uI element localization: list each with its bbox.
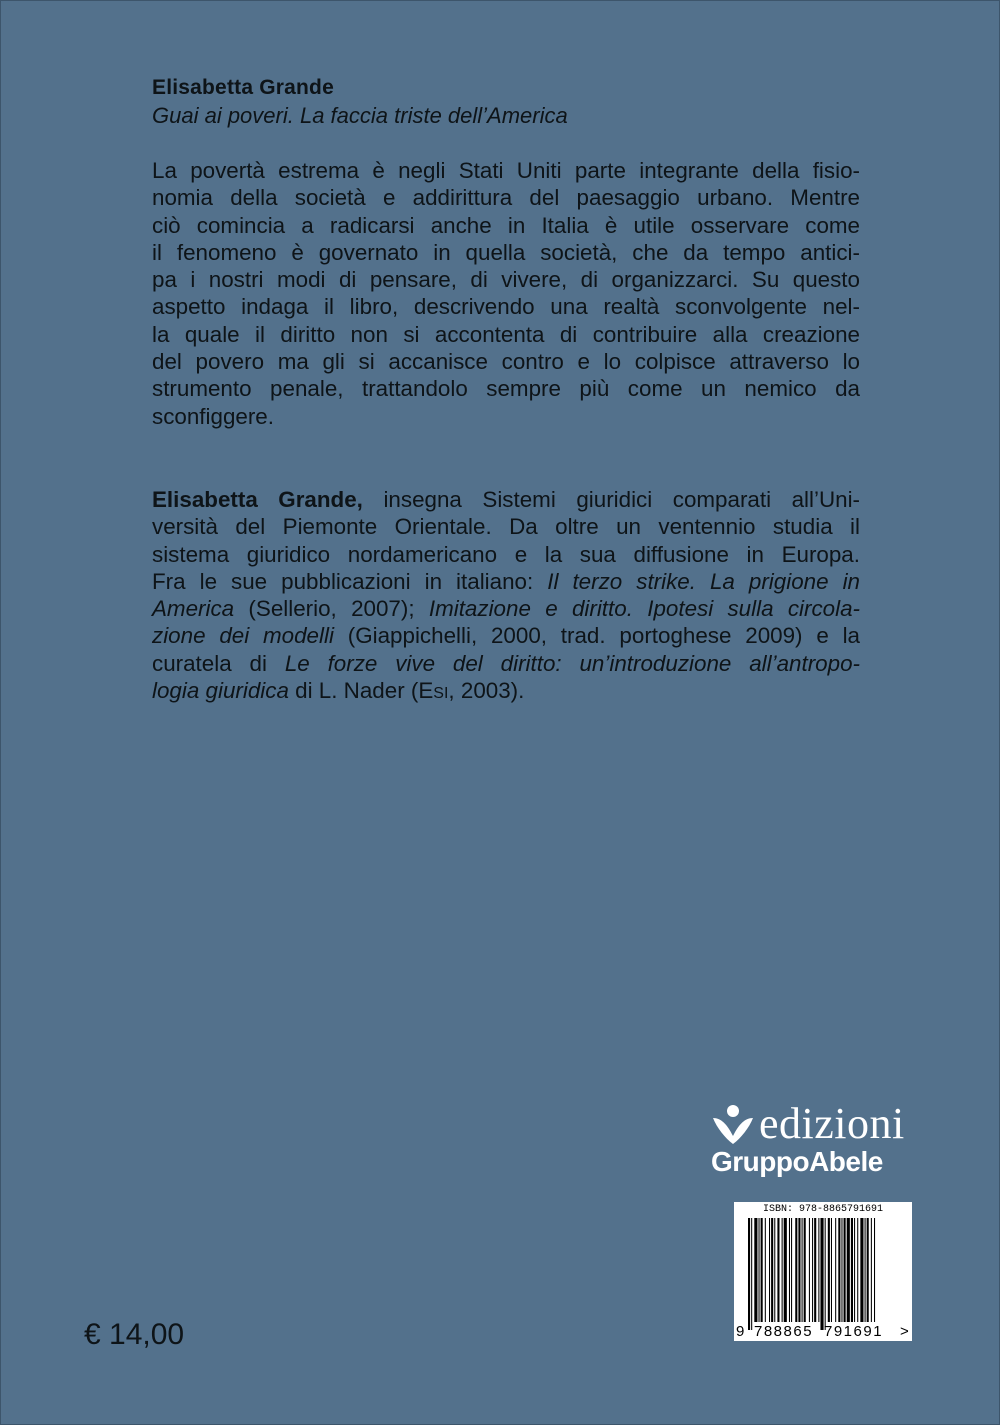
barcode-bar xyxy=(818,1218,819,1322)
author-bio xyxy=(152,486,860,704)
isbn-arrow: > xyxy=(900,1323,909,1340)
barcode-bar xyxy=(748,1218,750,1330)
bio-line: versità del Piemonte Orientale. Da oltre un ventennio studia il xyxy=(152,514,860,540)
bio-text: curatela di xyxy=(152,650,285,676)
barcode-bar xyxy=(831,1218,832,1322)
person-figure-icon xyxy=(711,1104,755,1148)
publisher-name-bottom: GruppoAbele xyxy=(711,1146,883,1177)
barcode-bar xyxy=(860,1218,863,1322)
blurb-line: il fenomeno è governato in quella società, che da tempo antici- xyxy=(152,239,860,265)
barcode-bar xyxy=(841,1218,842,1322)
barcode-bars xyxy=(748,1218,898,1330)
isbn-barcode xyxy=(734,1202,912,1341)
barcode-bar xyxy=(791,1218,792,1322)
barcode-bar xyxy=(809,1218,810,1322)
bio-text: di L. Nader ( xyxy=(288,678,419,704)
barcode-bar xyxy=(865,1218,866,1322)
barcode-bar xyxy=(798,1218,800,1322)
barcode-bar xyxy=(812,1218,813,1322)
barcode-bar xyxy=(761,1218,763,1322)
barcode-bar xyxy=(804,1218,806,1322)
bio-text: insegna Sistemi giuridici comparati all’Uni- xyxy=(362,487,861,512)
barcode-bar xyxy=(820,1218,823,1330)
barcode-bar xyxy=(851,1218,853,1322)
bio-line xyxy=(152,650,860,677)
barcode-bar xyxy=(754,1218,757,1322)
barcode-bar xyxy=(769,1218,770,1322)
publisher-abbrev: Esi xyxy=(418,678,449,704)
publisher-logo xyxy=(711,1100,931,1185)
barcode-bar xyxy=(867,1218,869,1322)
bio-line xyxy=(152,568,860,595)
barcode-bar xyxy=(828,1218,830,1322)
blurb-line: strumento penale, trattandolo sempre più come un nemico da xyxy=(152,376,860,402)
bio-line xyxy=(152,622,860,649)
barcode-bar xyxy=(789,1218,790,1322)
blurb-line: la quale il diritto non si accontenta di contribuire alla creazione xyxy=(152,321,860,347)
blurb-line: La povertà estrema è negli Stati Uniti parte integrante della fisio- xyxy=(152,158,860,183)
blurb-line: pa i nostri modi di pensare, di vivere, di organizzarci. Su questo xyxy=(152,267,860,293)
bio-text: (Giappichelli, 2000, trad. portoghese 2009) e la xyxy=(333,623,860,649)
barcode-bar xyxy=(777,1218,779,1322)
bio-work-title: Imitazione e diritto. Ipotesi sulla circola- xyxy=(428,596,860,622)
isbn-label: ISBN: 978-8865791691 xyxy=(762,1204,884,1215)
barcode-bar xyxy=(782,1218,783,1322)
price: € 14,00 xyxy=(84,1318,185,1351)
isbn-first-digit: 9 xyxy=(736,1323,745,1340)
blurb-line: ciò comincia a radicarsi anche in Italia è utile osservare come xyxy=(152,212,860,238)
blurb-line: sconfiggere. xyxy=(152,403,274,429)
barcode-bar xyxy=(847,1218,850,1322)
publisher-name-top: edizioni xyxy=(759,1099,905,1148)
bio-work-title: zione dei modelli xyxy=(152,623,334,649)
bio-work-title: America xyxy=(152,596,235,622)
barcode-bar xyxy=(795,1218,797,1322)
bio-work-title: logia giuridica xyxy=(152,678,289,704)
bio-line xyxy=(152,595,860,622)
barcode-bar xyxy=(774,1218,775,1322)
author-name: Elisabetta Grande xyxy=(152,76,334,99)
bio-work-title: Il terzo strike. La prigione in xyxy=(547,568,860,594)
bio-line xyxy=(152,677,860,704)
barcode-bar xyxy=(802,1218,803,1322)
barcode-bar xyxy=(765,1218,766,1322)
barcode-bar xyxy=(874,1218,875,1322)
bio-author-name: Elisabetta Grande, xyxy=(152,487,363,512)
barcode-bar xyxy=(751,1218,752,1330)
isbn-left-digits: 788865 xyxy=(754,1323,814,1340)
bio-text: Fra le sue pubblicazioni in italiano: xyxy=(152,568,548,594)
blurb-line: aspetto indaga il libro, descrivendo una realtà sconvolgente nel- xyxy=(152,294,860,320)
barcode-bar xyxy=(871,1218,872,1322)
barcode-bar xyxy=(784,1218,787,1322)
blurb-line: del povero ma gli si accanisce contro e lo colpisce attraverso lo xyxy=(152,349,860,375)
bio-text: (Sellerio, 2007); xyxy=(234,596,429,622)
bio-line xyxy=(152,486,860,513)
isbn-right-digits: 791691 xyxy=(824,1323,884,1340)
barcode-bar xyxy=(854,1218,855,1322)
barcode-bar xyxy=(844,1218,846,1322)
barcode-bar xyxy=(771,1218,773,1322)
barcode-bar xyxy=(857,1218,858,1322)
bio-line: sistema giuridico nordamericano e la sua diffusione in Europa. xyxy=(152,541,860,567)
blurb-paragraph xyxy=(152,157,860,430)
barcode-bar xyxy=(814,1218,816,1322)
bio-text: , 2003). xyxy=(448,678,525,704)
bio-work-title: Le forze vive del diritto: un’introduzione all’antropo- xyxy=(284,650,860,676)
barcode-bar xyxy=(838,1218,840,1322)
barcode-bar xyxy=(835,1218,836,1322)
barcode-bar xyxy=(825,1218,826,1330)
book-title: Guai ai poveri. La faccia triste dell’America xyxy=(152,103,568,128)
blurb-line: nomia della società e addirittura del paesaggio urbano. Mentre xyxy=(152,185,860,211)
barcode-bar xyxy=(759,1218,760,1322)
